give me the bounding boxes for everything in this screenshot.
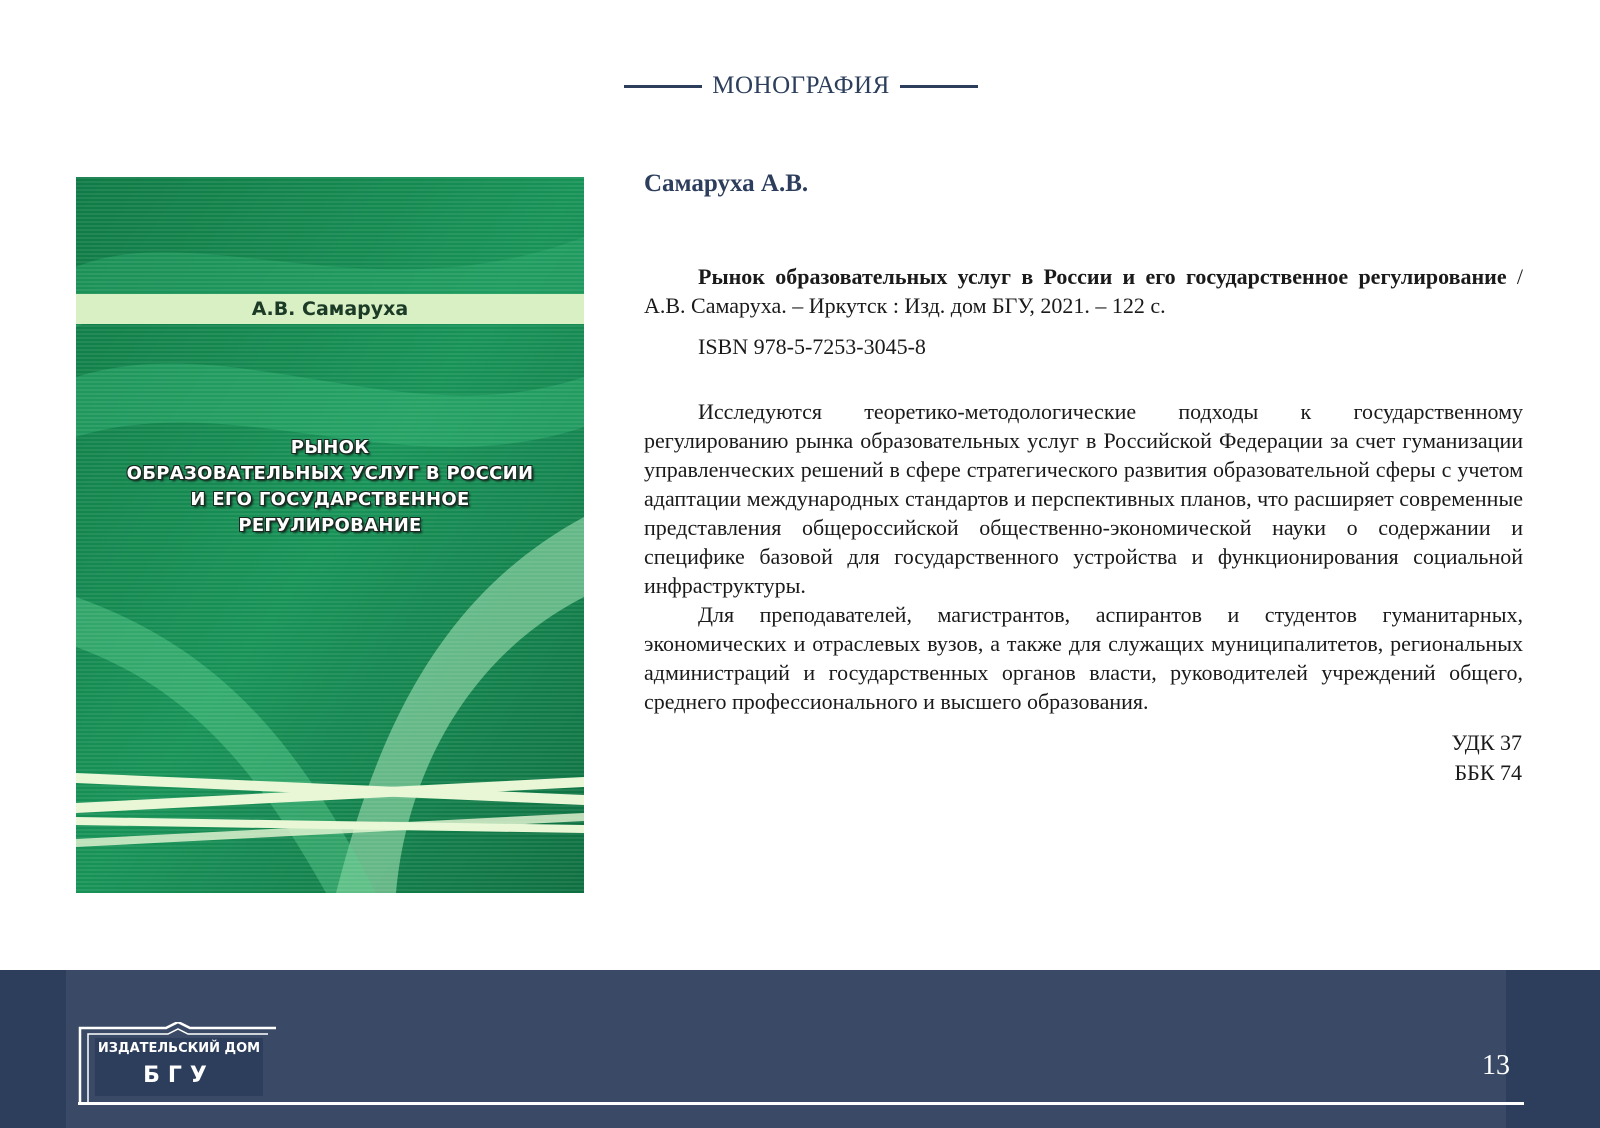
heading-rule-left	[624, 85, 702, 88]
bibliographic-entry	[644, 262, 1523, 320]
section-label: МОНОГРАФИЯ	[712, 72, 890, 99]
bibliographic-details: / А.В. Самаруха. – Иркутск : Изд. дом БГУ, 2021. – 122 с.	[644, 264, 1523, 318]
section-heading	[620, 66, 982, 106]
classification-codes	[1451, 728, 1522, 788]
isbn: ISBN 978-5-7253-3045-8	[698, 334, 926, 359]
cover-title-line: ОБРАЗОВАТЕЛЬНЫХ УСЛУГ В РОССИИ	[126, 463, 534, 484]
heading-rule-right	[900, 85, 978, 88]
audience-paragraph: Для преподавателей, магистрантов, аспирантов и студентов гуманитарных, экономических и отраслевых вузов, а также для служащих муниципалитетов, региональных администраций и государственных органов власти, руководителей учреждений общего, среднего профессионального и высшего образования.	[644, 602, 1523, 714]
abstract-paragraph: Исследуются теоретико-методологические подходы к государственному регулированию рынка образовательных услуг в Российской Федерации за счет гуманизации управленческих решений в сфере стратегического развития образовательной сферы с учетом адаптации международных стандартов и перспективных планов, что расширяет современные представления общероссийской общественно-экономической науки о содержании и специфике базовой для государственного устройства и функционирования социальной инфраструктуры.	[644, 399, 1523, 598]
book-title: Рынок образовательных услуг в России и его государственное регулирование	[698, 264, 1507, 289]
udk-code: УДК 37	[1451, 730, 1522, 755]
publisher-logo	[78, 1022, 278, 1104]
bbk-code: ББК 74	[1454, 760, 1522, 785]
page-number: 13	[1482, 1050, 1510, 1081]
abstract	[644, 397, 1523, 716]
publisher-line2: БГУ	[143, 1063, 215, 1088]
cover-title-line: РЕГУЛИРОВАНИЕ	[238, 515, 422, 536]
cover-author: А.В. Самаруха	[251, 298, 409, 320]
cover-title-line: И ЕГО ГОСУДАРСТВЕННОЕ	[190, 489, 470, 510]
footer-rule	[78, 1102, 1524, 1105]
cover-title	[76, 435, 584, 539]
book-author: Самаруха А.В.	[644, 170, 809, 197]
publisher-line1: ИЗДАТЕЛЬСКИЙ ДОМ	[97, 1041, 261, 1056]
book-cover	[76, 177, 584, 893]
cover-title-line: РЫНОК	[290, 437, 370, 458]
